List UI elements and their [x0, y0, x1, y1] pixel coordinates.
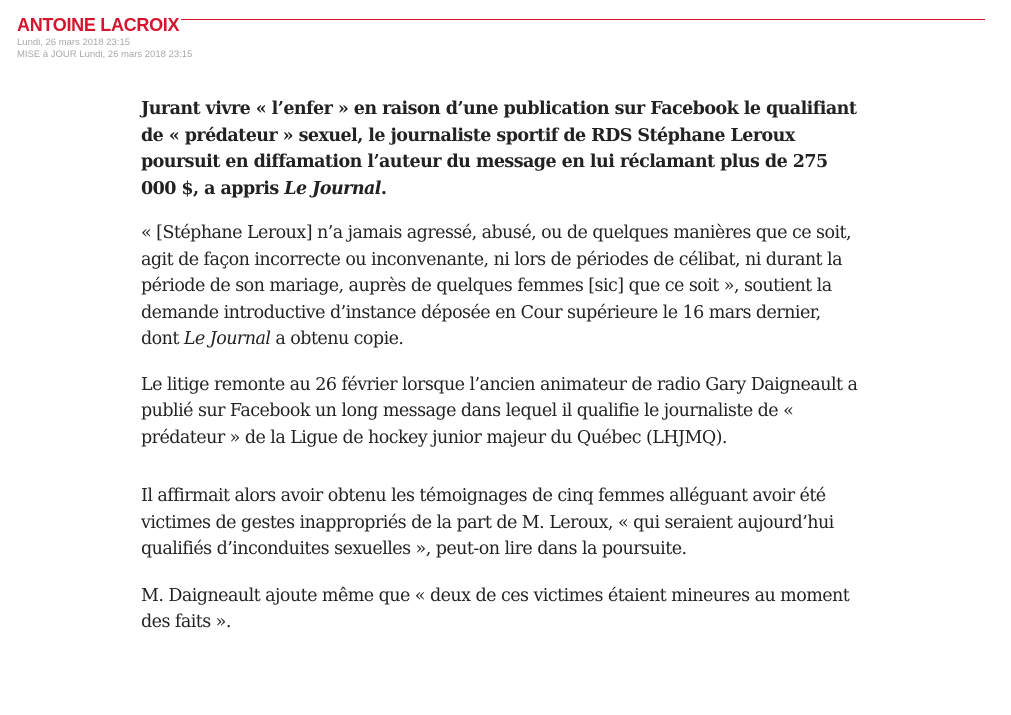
article-paragraph: Il affirmait alors avoir obtenu les témoignages de cinq femmes alléguant avoir été victimes de gestes inappropriés de la part de M. Leroux, « qui seraient aujourd’hui qualifiés d’inconduites sexuelles », peut-on lire dans la poursuite. — [141, 486, 834, 559]
article-lead — [141, 96, 861, 202]
lead-text: Jurant vivre « l’enfer » en raison d’une publication sur Facebook le qualifiant de « prédateur » sexuel, le journaliste sportif de RDS Stéphane Leroux poursuit en diffamation l’auteur du message en lui réclamant plus de 275 000 $, a appris — [141, 99, 857, 199]
article-byline — [17, 13, 985, 61]
updated-date: MISE à JOUR Lundi, 26 mars 2018 23:15 — [17, 49, 193, 60]
lead-source: Le Journal — [284, 178, 381, 199]
article-paragraph: Le litige remonte au 26 février lorsque l’ancien animateur de radio Gary Daigneault a publié sur Facebook un long message dans lequel il qualifie le journaliste de « prédateur » de la Ligue de hockey junior majeur du Québec (LHJMQ). — [141, 374, 858, 448]
article-body — [141, 96, 861, 636]
paragraph-text: « [Stéphane Leroux] n’a jamais agressé, abusé, ou de quelques manières que ce soit, agit de façon incorrecte ou inconvenante, ni lors de périodes de célibat, ni durant la période de son mariage, auprès de quelques femmes [sic] que ce soit », soutient la demande introductive d’instance déposée en Cour supérieure le 16 mars dernier, dont — [141, 223, 851, 349]
author-row — [17, 13, 985, 37]
published-date: Lundi, 26 mars 2018 23:15 — [17, 37, 131, 48]
article-paragraph — [141, 220, 861, 353]
author-label-wrap — [17, 13, 181, 37]
article-paragraph: M. Daigneault ajoute même que « deux de ces victimes étaient mineures au moment des faits ». — [141, 585, 850, 632]
paragraph-end: a obtenu copie. — [270, 329, 404, 349]
author-link[interactable]: ANTOINE LACROIX — [17, 15, 180, 35]
lead-end: . — [380, 178, 387, 199]
paragraph-source: Le Journal — [183, 329, 271, 349]
